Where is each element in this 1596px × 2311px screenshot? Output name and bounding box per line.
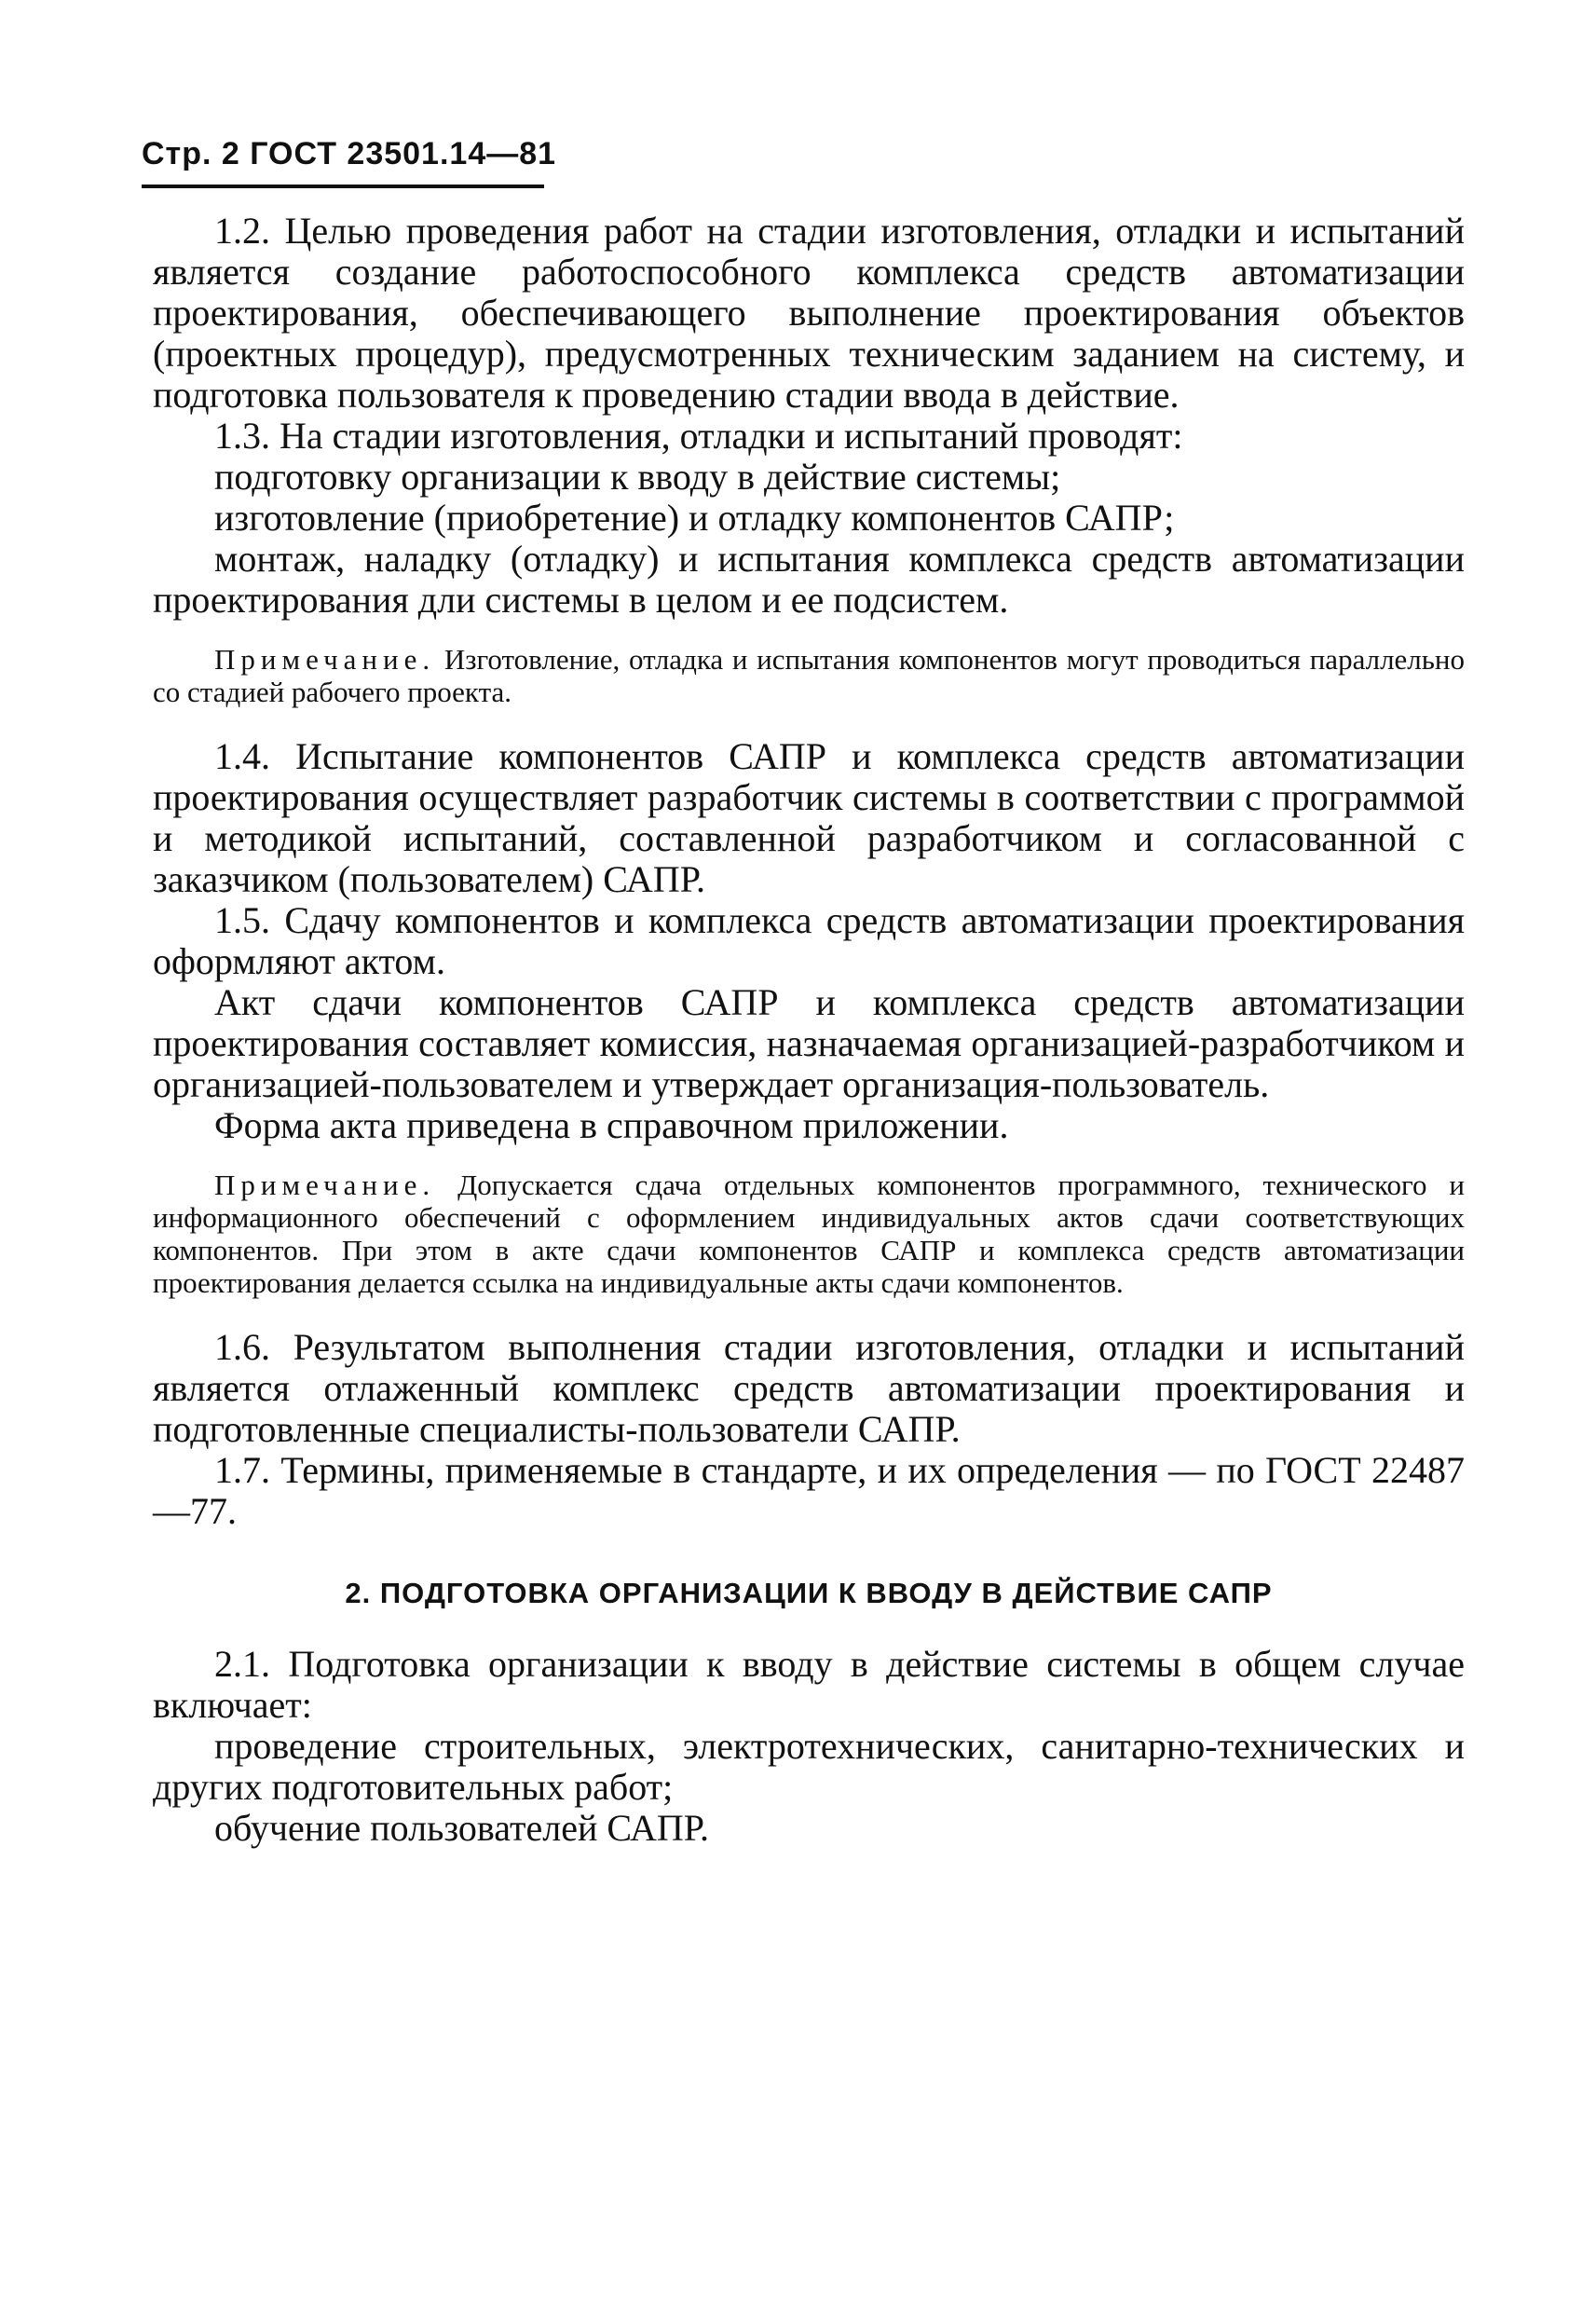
- paragraph-1-7: 1.7. Термины, применяемые в стандарте, и их определения — по ГОСТ 22487—77.: [153, 1449, 1465, 1532]
- note-label: Примечание.: [214, 1169, 436, 1201]
- note-1: [153, 643, 1465, 708]
- paragraph-1-3-item: изготовление (приобретение) и отладку компонентов САПР;: [214, 497, 1175, 539]
- paragraph-1-5-form: Форма акта приведена в справочном приложении.: [214, 1104, 1009, 1146]
- paragraph-1-2: 1.2. Целью проведения работ на стадии изготовления, отладки и испытаний является создание работоспособного комплекса средств автоматизации проектирования, обеспечивающего выполнение проектирования объектов (проектных процедур), предусмотренных техническим заданием на систему, и подготовка пользователя к проведению стадии ввода в действие.: [153, 210, 1465, 416]
- page-header: Стр. 2 ГОСТ 23501.14—81: [142, 136, 557, 171]
- paragraph-1-3-item: подготовку организации к вводу в действие системы;: [214, 456, 1061, 498]
- paragraph-1-5: 1.5. Сдачу компонентов и комплекса средств автоматизации проектирования оформляют актом.: [153, 899, 1465, 982]
- header-rule: [142, 185, 544, 188]
- note-text: Допускается сдача отдельных компонентов программного, технического и информационного обеспечений с оформлением индивидуальных актов сдачи соответствующих компонентов. При этом в акте сдачи компонентов САПР и комплекса средств автоматизации проектирования делается ссылка на индивидуальные акты сдачи компонентов.: [153, 1169, 1465, 1299]
- paragraph-2-1-item: проведение строительных, электротехнических, санитарно-технических и других подготовительных работ;: [153, 1725, 1465, 1808]
- paragraph-1-3: 1.3. На стадии изготовления, отладки и испытаний проводят:: [214, 415, 1183, 457]
- paragraph-2-1-item: обучение пользователей САПР.: [214, 1807, 710, 1849]
- note-2: [153, 1169, 1465, 1299]
- note-text: Изготовление, отладка и испытания компонентов могут проводиться параллельно со стадией рабочего проекта.: [153, 643, 1465, 708]
- note-label: Примечание.: [214, 643, 436, 676]
- section-2-title: 2. ПОДГОТОВКА ОРГАНИЗАЦИИ К ВВОДУ В ДЕЙСТВИЕ САПР: [345, 1577, 1273, 1609]
- document-body: [153, 211, 1465, 1849]
- paragraph-1-4: 1.4. Испытание компонентов САПР и комплекса средств автоматизации проектирования осуществляет разработчик системы в соответствии с программой и методикой испытаний, составленной разработчиком и согласованной с заказчиком (пользователем) САПР.: [153, 735, 1465, 900]
- paragraph-1-6: 1.6. Результатом выполнения стадии изготовления, отладки и испытаний является отлаженный комплекс средств автоматизации проектирования и подготовленные специалисты-пользователи САПР.: [153, 1326, 1465, 1450]
- paragraph-2-1: 2.1. Подготовка организации к вводу в действие системы в общем случае включает:: [153, 1643, 1465, 1726]
- paragraph-1-5-act: Акт сдачи компонентов САПР и комплекса средств автоматизации проектирования составляет комиссия, назначаемая организацией-разработчиком и организацией-пользователем и утверждает организация-пользователь.: [153, 981, 1465, 1105]
- paragraph-1-3-item: монтаж, наладку (отладку) и испытания комплекса средств автоматизации проектирования дли системы в целом и ее подсистем.: [153, 538, 1465, 621]
